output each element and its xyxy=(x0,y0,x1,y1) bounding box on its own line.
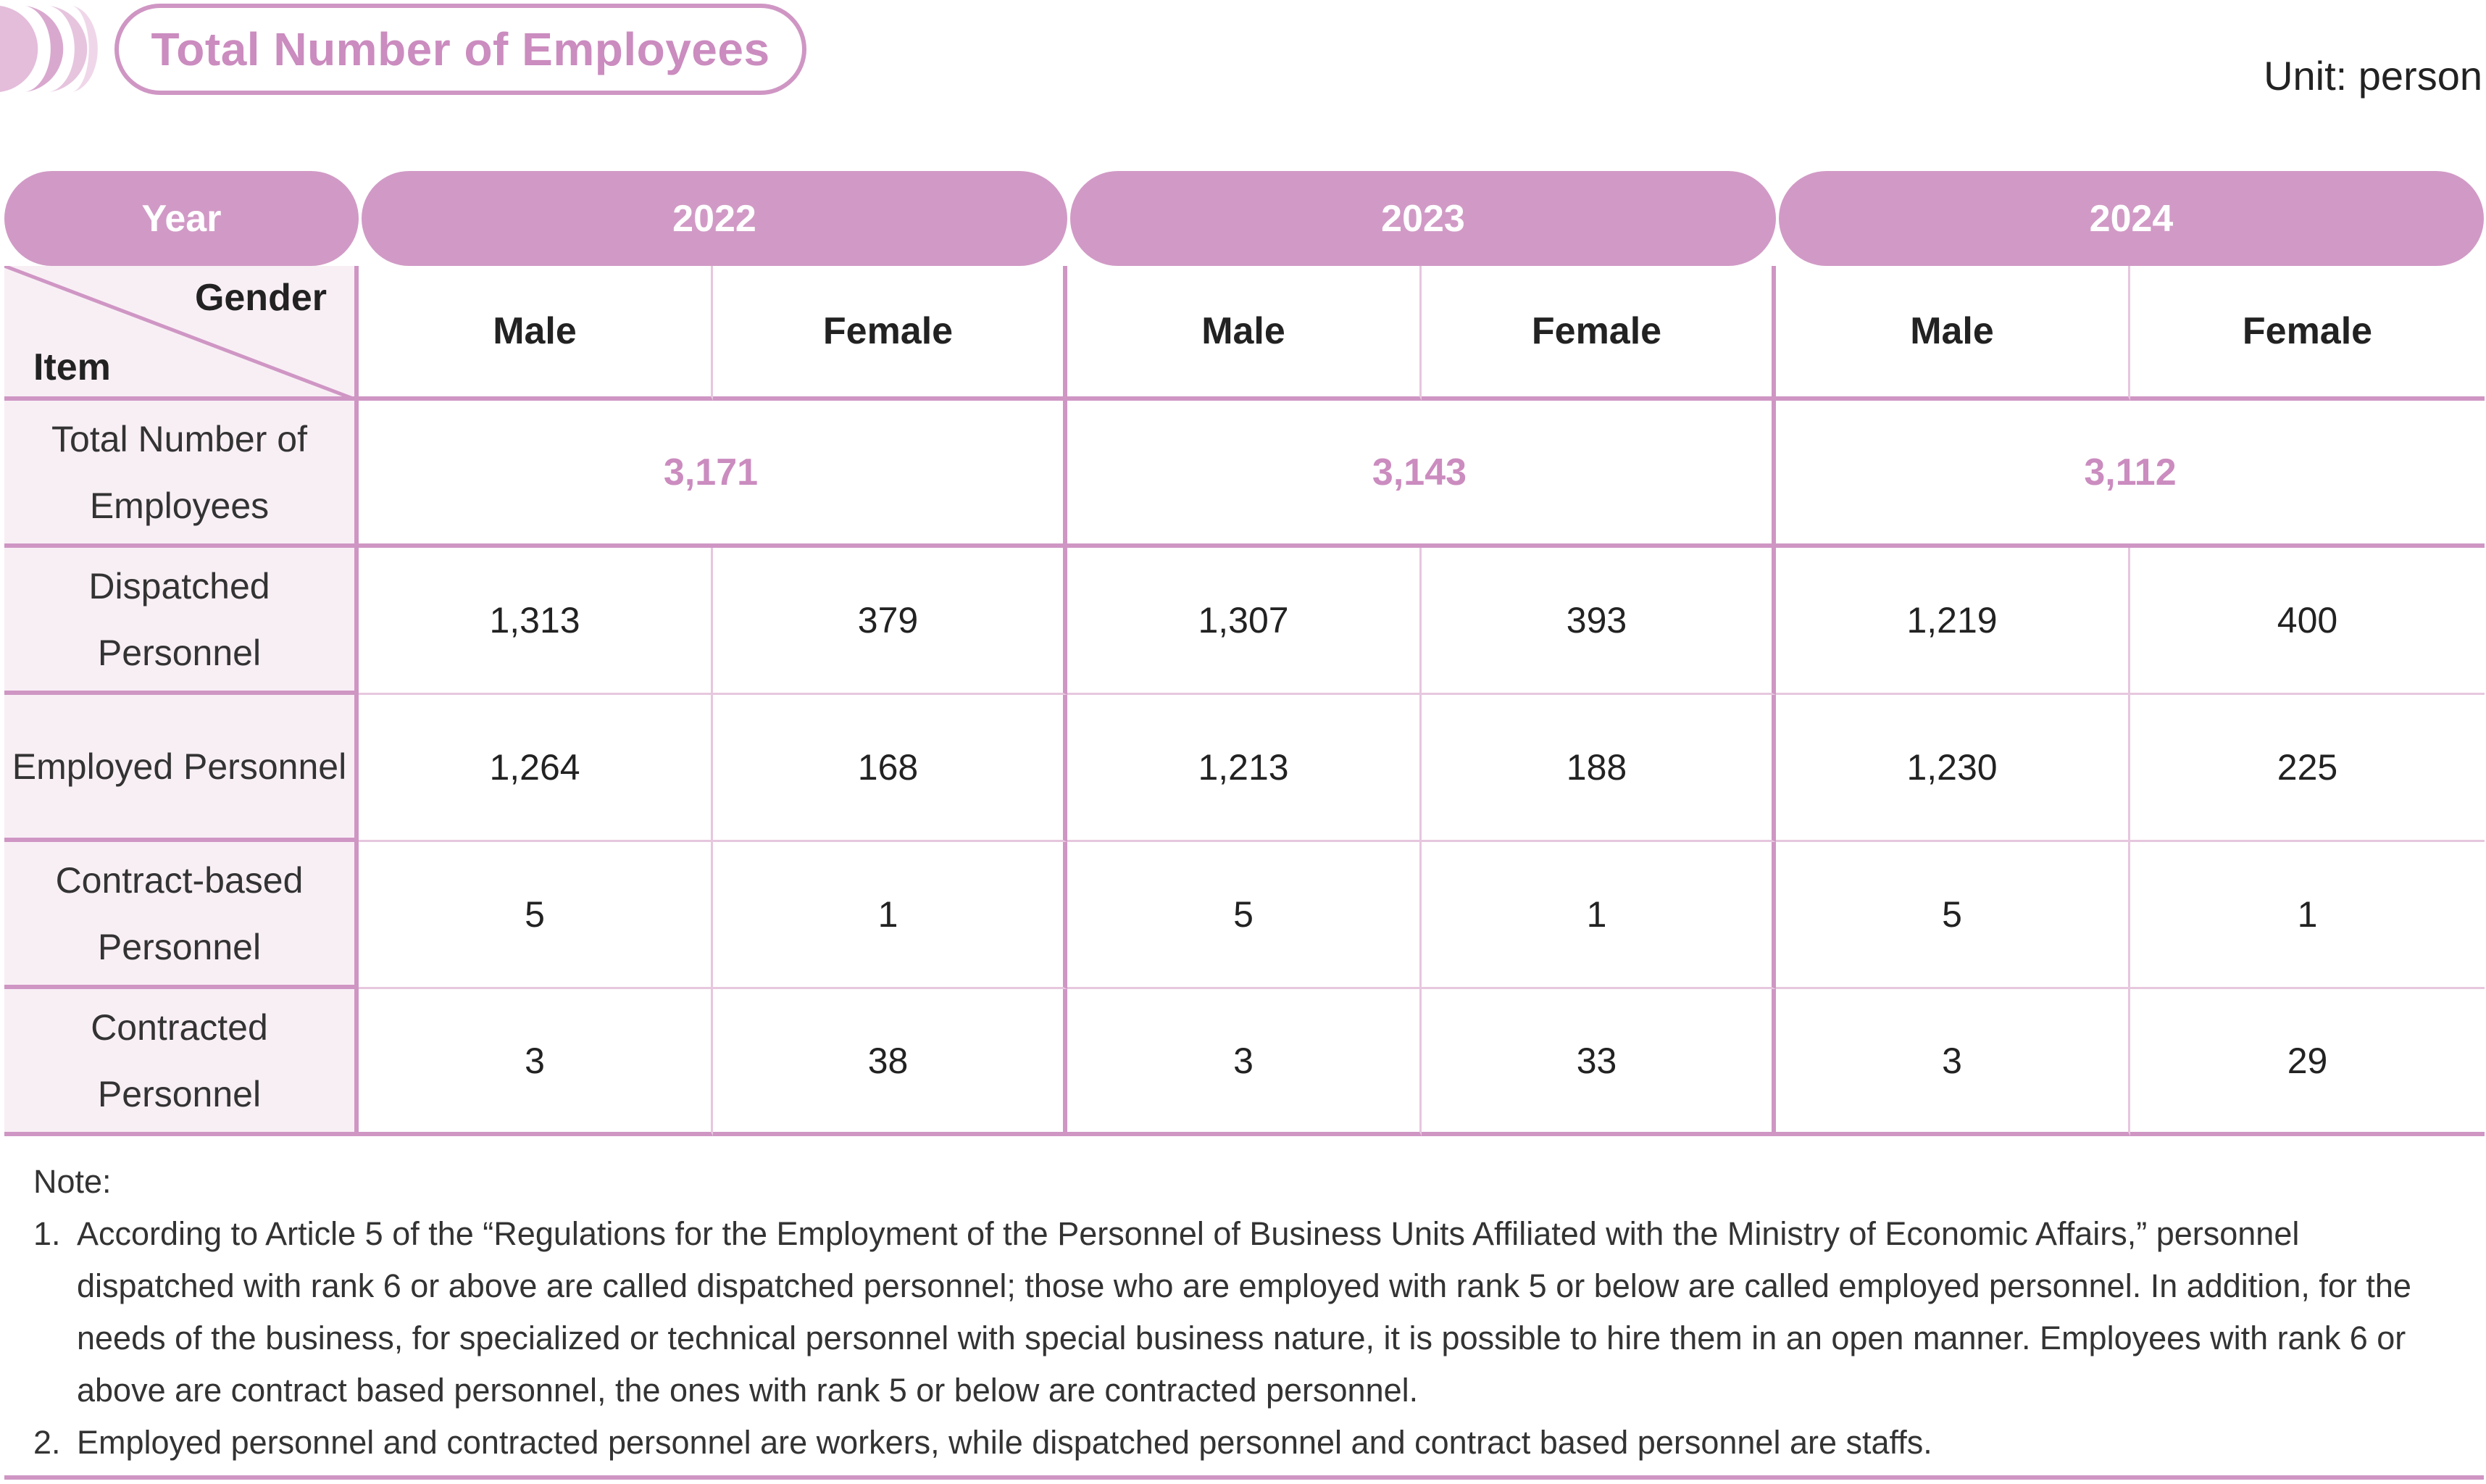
row-label-dispatched: Dispatched Personnel xyxy=(4,548,359,695)
note-text: According to Article 5 of the “Regulations for the Employment of the Personnel of Business Units Affiliated with the Ministry of Economic Affairs,” personnel dispatched with rank 6 or above are called dispatched personnel; those who are employed with rank 5 or below are called employed personnel. In addition, for the needs of the business, for specialized or technical personnel with special business nature, it is possible to hire them in an open manner. Employees with rank 6 or above are contract based personnel, the ones with rank 5 or below are contracted personnel. xyxy=(77,1215,2411,1409)
table-cell: 29 xyxy=(2130,989,2485,1136)
gender-header: Male xyxy=(1067,266,1422,401)
total-value-2023: 3,143 xyxy=(1067,401,1776,548)
table-cell: 1,219 xyxy=(1776,548,2130,695)
row-label-contracted: Contracted Personnel xyxy=(4,989,359,1136)
table-cell: 5 xyxy=(1776,842,2130,989)
corner-item-label: Item xyxy=(33,346,111,388)
note-item xyxy=(33,1417,2461,1469)
year-header-row xyxy=(4,171,2484,266)
table-cell: 3 xyxy=(1067,989,1422,1136)
gender-header: Female xyxy=(2130,266,2485,401)
table-cell: 168 xyxy=(713,695,1067,842)
employee-table xyxy=(4,171,2484,1136)
total-value-2024: 3,112 xyxy=(1776,401,2485,548)
table-cell: 379 xyxy=(713,548,1067,695)
table-cell: 400 xyxy=(2130,548,2485,695)
year-column-label: Year xyxy=(4,171,359,266)
table-cell: 188 xyxy=(1422,695,1776,842)
year-header-2024: 2024 xyxy=(1779,171,2484,266)
table-cell: 33 xyxy=(1422,989,1776,1136)
note-item xyxy=(33,1208,2461,1417)
table-cell: 1 xyxy=(1422,842,1776,989)
year-header-2022: 2022 xyxy=(362,171,1067,266)
gender-header: Female xyxy=(713,266,1067,401)
gender-header: Male xyxy=(359,266,713,401)
table-cell: 1,213 xyxy=(1067,695,1422,842)
table-cell: 393 xyxy=(1422,548,1776,695)
table-cell: 1 xyxy=(713,842,1067,989)
table-cell: 5 xyxy=(359,842,713,989)
table-cell: 1 xyxy=(2130,842,2485,989)
table-cell: 225 xyxy=(2130,695,2485,842)
row-label-contract-based: Contract-based Personnel xyxy=(4,842,359,989)
table-cell: 1,307 xyxy=(1067,548,1422,695)
notes-section xyxy=(33,1156,2461,1469)
table-cell: 38 xyxy=(713,989,1067,1136)
corner-gender-label: Gender xyxy=(194,277,327,319)
title-decoration-icon xyxy=(0,0,101,98)
gender-header: Female xyxy=(1422,266,1776,401)
row-label-total: Total Number of Employees xyxy=(4,401,359,548)
note-number: 1. xyxy=(33,1215,61,1252)
table-body xyxy=(4,266,2484,1136)
bottom-divider xyxy=(4,1475,2484,1480)
year-header-2023: 2023 xyxy=(1070,171,1776,266)
table-cell: 1,230 xyxy=(1776,695,2130,842)
row-label-employed: Employed Personnel xyxy=(4,695,359,842)
table-cell: 3 xyxy=(359,989,713,1136)
table-cell: 5 xyxy=(1067,842,1422,989)
table-cell: 1,264 xyxy=(359,695,713,842)
total-value-2022: 3,171 xyxy=(359,401,1067,548)
notes-heading: Note: xyxy=(33,1163,112,1200)
table-cell: 1,313 xyxy=(359,548,713,695)
gender-header: Male xyxy=(1776,266,2130,401)
unit-label: Unit: person xyxy=(2264,53,2482,99)
table-cell: 3 xyxy=(1776,989,2130,1136)
note-number: 2. xyxy=(33,1424,61,1461)
page-title: Total Number of Employees xyxy=(114,4,806,95)
corner-header xyxy=(4,266,359,401)
note-text: Employed personnel and contracted personnel are workers, while dispatched personnel and contract based personnel are staffs. xyxy=(77,1424,1932,1461)
